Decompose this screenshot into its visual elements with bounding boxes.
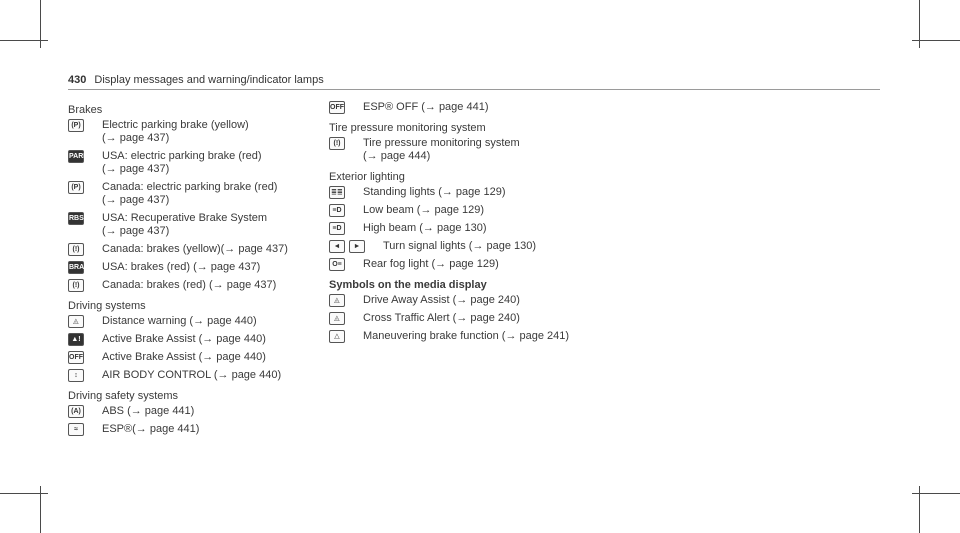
indicator-icons	[329, 294, 345, 307]
indicator-description: Canada: brakes (yellow)(→ page 437)	[102, 243, 288, 255]
standing-lights-icon: ≣≣	[329, 186, 345, 199]
indicator-item	[329, 312, 629, 325]
indicator-description: (→ page 437)	[102, 225, 170, 237]
indicator-icons	[329, 186, 345, 199]
indicator-description: Maneuvering brake function (→ page 241)	[363, 330, 570, 342]
indicator-description: ESP®(→ page 441)	[102, 423, 200, 435]
maneuvering-brake-icon: △	[329, 330, 345, 343]
indicator-icons	[329, 204, 345, 217]
crop-mark	[912, 40, 960, 41]
indicator-icons	[329, 312, 345, 325]
crop-mark	[912, 493, 960, 494]
indicator-icons	[68, 261, 94, 274]
indicator-description: Standing lights (→ page 129)	[363, 186, 506, 198]
indicator-item	[68, 279, 368, 292]
indicator-icons	[68, 243, 84, 256]
brake-icon: BRAKE	[68, 261, 84, 274]
section-heading: Brakes	[68, 104, 103, 116]
indicator-item	[329, 258, 629, 271]
indicator-item	[329, 204, 629, 217]
indicator-item	[68, 181, 368, 207]
indicator-description: Cross Traffic Alert (→ page 240)	[363, 312, 520, 324]
indicator-item	[68, 261, 368, 274]
indicator-icons	[329, 222, 345, 235]
indicator-item	[68, 351, 368, 364]
low-beam-icon: ≡D	[329, 204, 345, 217]
indicator-description: (→ page 437)	[102, 132, 170, 144]
abs-icon: (A)	[68, 405, 84, 418]
indicator-icons	[68, 369, 84, 382]
indicator-description: USA: brakes (red) (→ page 437)	[102, 261, 261, 273]
indicator-item	[329, 222, 629, 235]
park-icon: PARK	[68, 150, 84, 163]
indicator-item	[68, 423, 368, 436]
parking-brake-icon: (P)	[68, 119, 84, 132]
rear-fog-light-icon: O≡	[329, 258, 345, 271]
air-body-control-icon: ↕	[68, 369, 84, 382]
active-brake-assist-icon: ▲!	[68, 333, 84, 346]
indicator-item	[68, 119, 368, 145]
rbs-icon: RBS	[68, 212, 84, 225]
indicator-description: USA: Recuperative Brake System	[102, 212, 268, 224]
header-rule	[68, 89, 880, 90]
indicator-item	[68, 315, 368, 328]
indicator-item	[68, 405, 368, 418]
indicator-item	[329, 240, 629, 253]
tire-pressure-icon: (!)	[329, 137, 345, 150]
indicator-item	[329, 186, 629, 199]
indicator-icons	[68, 423, 84, 436]
indicator-icons	[68, 150, 89, 163]
indicator-icons	[68, 315, 84, 328]
indicator-item	[68, 243, 368, 256]
indicator-description: ESP® OFF (→ page 441)	[363, 101, 489, 113]
crop-mark	[0, 493, 48, 494]
indicator-description: Drive Away Assist (→ page 240)	[363, 294, 520, 306]
indicator-icons	[329, 330, 345, 343]
indicator-icons	[329, 137, 345, 150]
page-title: Display messages and warning/indicator lamps	[94, 74, 324, 86]
section-heading: Driving systems	[68, 300, 146, 312]
indicator-item	[68, 369, 368, 382]
indicator-description: Active Brake Assist (→ page 440)	[102, 351, 266, 363]
indicator-description: ABS (→ page 441)	[102, 405, 195, 417]
indicator-description: Canada: electric parking brake (red)	[102, 181, 278, 193]
section-heading: Exterior lighting	[329, 171, 405, 183]
indicator-description: Tire pressure monitoring system	[363, 137, 520, 149]
section-heading: Symbols on the media display	[329, 279, 487, 291]
high-beam-icon: ≡D	[329, 222, 345, 235]
indicator-item	[68, 150, 368, 176]
indicator-item	[68, 333, 368, 346]
indicator-description: Canada: brakes (red) (→ page 437)	[102, 279, 277, 291]
indicator-description: High beam (→ page 130)	[363, 222, 487, 234]
indicator-item	[329, 330, 629, 343]
indicator-description: Active Brake Assist (→ page 440)	[102, 333, 266, 345]
crop-mark	[0, 40, 48, 41]
indicator-icons	[68, 212, 84, 225]
indicator-icons	[68, 405, 84, 418]
indicator-description: (→ page 437)	[102, 163, 170, 175]
section-heading: Driving safety systems	[68, 390, 179, 402]
indicator-item	[329, 137, 629, 163]
indicator-icons	[68, 181, 84, 194]
distance-warning-icon: ◬	[68, 315, 84, 328]
esp-off-icon: OFF	[329, 101, 345, 114]
indicator-description: Low beam (→ page 129)	[363, 204, 485, 216]
section-heading: Tire pressure monitoring system	[329, 122, 486, 134]
indicator-icons	[329, 258, 345, 271]
active-brake-assist-off-icon: OFF	[68, 351, 84, 364]
drive-away-assist-icon: ◬	[329, 294, 345, 307]
indicator-description: AIR BODY CONTROL (→ page 440)	[102, 369, 282, 381]
brake-warning-icon: (!)	[68, 279, 84, 292]
page-header	[68, 74, 324, 86]
page-number: 430	[68, 74, 87, 86]
indicator-icons	[329, 101, 345, 114]
indicator-item	[329, 101, 629, 114]
indicator-item	[68, 212, 368, 238]
parking-brake-icon: (P)	[68, 181, 84, 194]
indicator-icons	[329, 240, 365, 253]
indicator-item	[329, 294, 629, 307]
left-column	[68, 101, 368, 441]
indicator-description: (→ page 437)	[102, 194, 170, 206]
turn-signal-right-icon: ►	[349, 240, 365, 253]
indicator-description: Distance warning (→ page 440)	[102, 315, 257, 327]
indicator-icons	[68, 279, 84, 292]
indicator-icons	[68, 119, 84, 132]
esp-icon: ≈	[68, 423, 84, 436]
indicator-description: Rear fog light (→ page 129)	[363, 258, 499, 270]
indicator-description: USA: electric parking brake (red)	[102, 150, 262, 162]
brake-warning-icon: (!)	[68, 243, 84, 256]
right-column	[329, 101, 629, 348]
indicator-icons	[68, 351, 84, 364]
indicator-icons	[68, 333, 84, 346]
cross-traffic-alert-icon: ◬	[329, 312, 345, 325]
turn-signal-left-icon: ◄	[329, 240, 345, 253]
indicator-description: (→ page 444)	[363, 150, 431, 162]
indicator-description: Turn signal lights (→ page 130)	[383, 240, 537, 252]
indicator-description: Electric parking brake (yellow)	[102, 119, 249, 131]
